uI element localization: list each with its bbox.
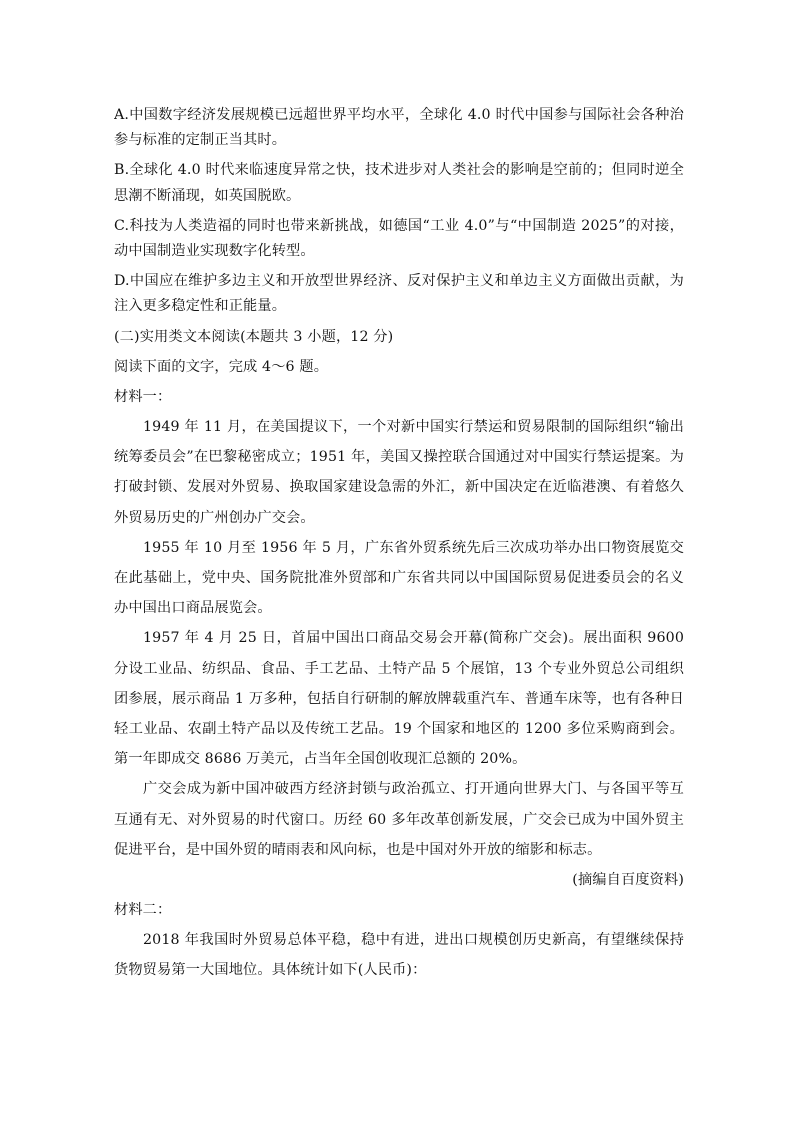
option-d-line-1: D.中国应在维护多边主义和开放型世界经济、反对保护主义和单边主义方面做出贡献，为 [114,273,684,290]
option-d-line-2: 注入更多稳定性和正能量。 [114,298,287,315]
paragraph-line: 办中国出口商品展览会。 [114,600,272,617]
paragraph-line: 1949 年 11 月，在美国提议下，一个对新中国实行禁运和贸易限制的国际组织“输出 [143,419,684,436]
paragraph-line: 2018 年我国时外贸易总体平稳，稳中有进，进出口规模创历史新高，有望继续保持 [143,932,684,949]
section-heading: (二)实用类文本阅读(本题共 3 小题，12 分) [114,328,394,345]
paragraph-line: 统筹委员会”在巴黎秘密成立；1951 年，美国又操控联合国通过对中国实行禁运提案。为 [114,449,684,466]
paragraph-line: 第一年即成交 8686 万美元，占当年全国创收现汇总额的 20%。 [114,751,527,768]
material-1-label: 材料一： [114,388,172,405]
paragraph-line: 广交会成为新中国冲破西方经济封锁与政治孤立、打开通向世界大门、与各国平等互 [143,781,684,798]
material-1-paragraph-4 [114,777,684,863]
section-instruction: 阅读下面的文字，完成 4～6 题。 [114,358,329,375]
paragraph-line: 打破封锁、发展对外贸易、换取国家建设急需的外汇，新中国决定在近临港澳、有着悠久 [114,479,684,496]
material-2-paragraph-1 [114,928,684,983]
option-b [114,158,684,208]
material-2-label: 材料二： [114,902,172,919]
option-d [114,269,684,319]
option-b-line-1: B.全球化 4.0 时代来临速度异常之快，技术进步对人类社会的影响是空前的；但同时逆全 [114,162,684,179]
paragraph-line: 互通有无、对外贸易的时代窗口。历经 60 多年改革创新发展，广交会已成为中国外贸主 [114,811,684,828]
option-b-line-2: 思潮不断涌现，如英国脱欧。 [114,187,301,204]
paragraph-line: 分设工业品、纺织品、食品、手工艺品、土特产品 5 个展馆，13 个专业外贸总公司组织 [114,660,684,677]
paragraph-line: 在此基础上，党中央、国务院批准外贸部和广东省共同以中国国际贸易促进委员会的名义 [114,570,684,586]
option-a-line-1: A.中国数字经济发展规模已远超世界平均水平，全球化 4.0 时代中国参与国际社会各种治 [114,107,684,123]
material-1-paragraph-2 [114,536,684,622]
paragraph-line: 团参展，展示商品 1 万多种，包括自行研制的解放牌载重汽车、普通车床等，也有各种日 [114,690,684,707]
option-c-line-1: C.科技为人类造福的同时也带来新挑战，如德国“工业 4.0”与“中国制造 2025”的对接， [114,217,684,234]
paragraph-line: 货物贸易第一大国地位。具体统计如下(人民币)： [114,962,427,979]
option-a [114,103,684,153]
material-1-source: (摘编自百度资料) [572,871,684,888]
material-1-paragraph-3 [114,626,684,772]
paragraph-line: 轻工业品、农副土特产品以及传统工艺品。19 个国家和地区的 1200 多位采购商到会。 [114,720,684,737]
paragraph-line: 外贸易历史的广州创办广交会。 [114,509,315,526]
paragraph-line: 1957 年 4 月 25 日，首届中国出口商品交易会开幕(简称广交会)。展出面积 9600 [143,630,684,647]
option-c-line-2: 动中国制造业实现数字化转型。 [114,242,315,259]
material-1-paragraph-1 [114,415,684,531]
paragraph-line: 1955 年 10 月至 1956 年 5 月，广东省外贸系统先后三次成功举办出口物资展览交 [143,539,684,556]
option-c [114,214,684,264]
paragraph-line: 促进平台，是中国外贸的晴雨表和风向标，也是中国对外开放的缩影和标志。 [114,841,602,858]
option-a-line-2: 参与标准的定制正当其时。 [114,132,287,149]
